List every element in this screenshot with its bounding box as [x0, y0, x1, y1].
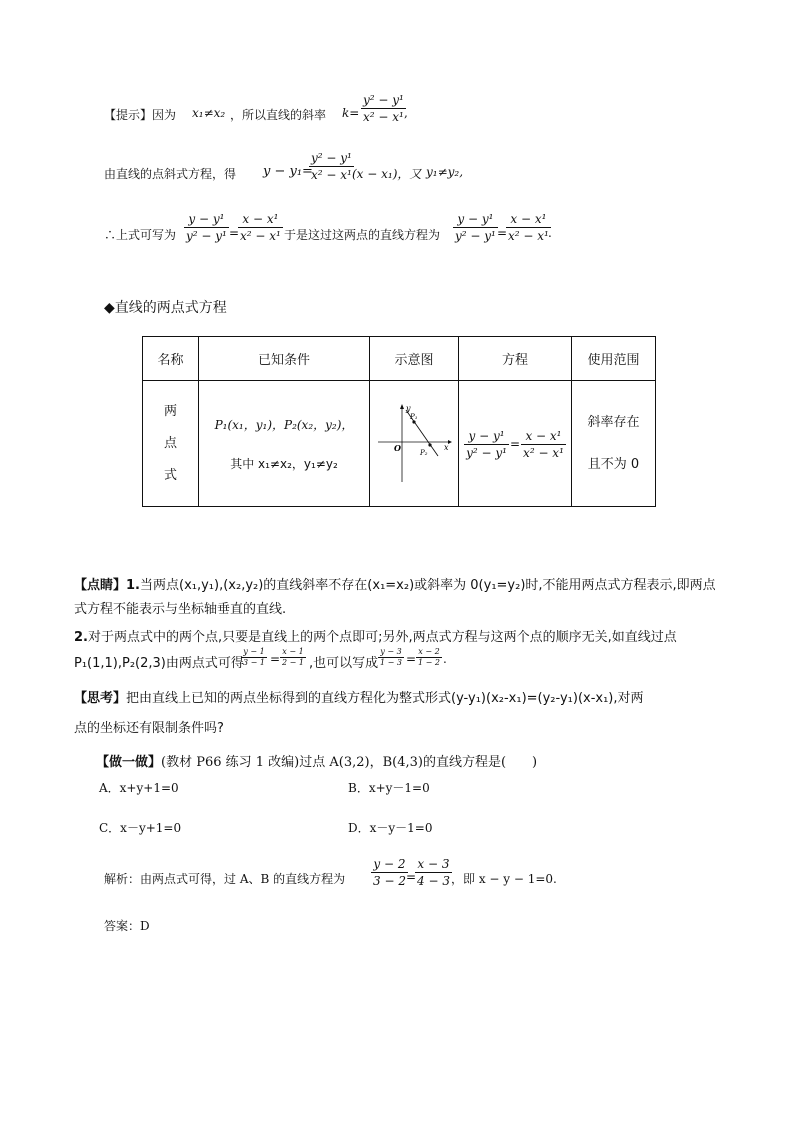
range-line-1: 斜率存在: [587, 414, 640, 430]
period: .: [443, 652, 447, 666]
range-line-2: 且不为 0: [587, 456, 640, 472]
remark-fraction-1: [241, 648, 267, 667]
remark-fraction-2: [280, 648, 306, 667]
equals-sign: =: [497, 226, 508, 240]
y-axis-arrow-icon: [400, 404, 404, 409]
exercise-stem: [96, 751, 537, 770]
solution-prefix: 解析：由两点式可得，过 A、B 的直线方程为: [104, 872, 346, 886]
line-diagram: [376, 404, 452, 484]
fraction-numerator: y − y¹: [468, 428, 505, 443]
option-a: A．x+y+1=0: [99, 781, 179, 795]
equation-fraction-1: [464, 430, 509, 459]
equals-sign: =: [270, 652, 281, 666]
table-header-cell: 示意图: [370, 337, 459, 381]
fraction-numerator: y − y¹: [188, 212, 225, 226]
table-cell-diagram: [370, 381, 459, 507]
p1-label: P₁: [410, 412, 418, 421]
fraction-numerator: x − 3: [417, 857, 450, 871]
hint-slope-fraction: [361, 94, 406, 123]
option-b: B．x+y－1=0: [348, 781, 430, 795]
fraction-numerator: x − x¹: [510, 212, 547, 226]
point-p2: [428, 443, 431, 446]
fraction-denominator: 1 − 3: [380, 658, 402, 667]
table-cell-equation: [459, 381, 572, 507]
fraction-numerator: y − 1: [243, 647, 265, 656]
condition-line-2: 其中 x₁≠x₂，y₁≠y₂: [230, 456, 338, 471]
option-c: C．x－y+1=0: [99, 821, 182, 835]
hint-comma: ,: [404, 106, 408, 120]
table-header-cell: 使用范围: [572, 337, 656, 381]
equals-sign: =: [229, 226, 240, 240]
fraction-numerator: x − 2: [418, 647, 440, 656]
table-header-cell: 方程: [459, 337, 572, 381]
table-header-row: [143, 337, 656, 381]
fraction-numerator: y − 2: [373, 857, 406, 871]
solution-fraction-1: [371, 858, 408, 887]
fraction-denominator: 2 − 1: [282, 658, 304, 667]
hint-line2-prefix: 由直线的点斜式方程，得: [104, 167, 237, 181]
equals-sign: =: [406, 870, 417, 884]
think-text: 把由直线上已知的两点坐标得到的直线方程化为整式形式(y-y₁)(x₂-x₁)=(y₂-y₁)(x-x₁),对两: [126, 691, 644, 706]
hint-line2-lhs: y − y₁=: [263, 164, 313, 179]
condition-line-1: P₁(x₁，y₁)，P₂(x₂，y₂)，: [214, 417, 354, 432]
equation-fraction-2: [521, 430, 566, 459]
fraction-denominator: x² − x¹: [240, 229, 281, 243]
hint-line3-mid: 于是这过这两点的直线方程为: [284, 228, 441, 242]
hint-prefix: 【提示】因为: [104, 108, 177, 122]
fraction-numerator: y − 3: [380, 647, 402, 656]
fraction-denominator: 3 − 1: [243, 658, 265, 667]
remark-fraction-3: [378, 648, 404, 667]
name-char: 式: [163, 467, 177, 483]
period: .: [548, 226, 552, 240]
option-d: D．x－y－1=0: [348, 821, 433, 835]
think-line-1: [74, 687, 644, 706]
fraction-denominator: x² − x¹: [363, 110, 404, 124]
table-header-cell: 名称: [143, 337, 199, 381]
remark-line2-mid: ,也可以写成: [309, 656, 379, 671]
section-title: ◆直线的两点式方程: [104, 300, 227, 316]
hint-line3-prefix: ∴上式可写为: [104, 228, 177, 242]
name-char: 点: [163, 435, 177, 451]
remark-para-2-line-1: [74, 626, 677, 645]
fraction-denominator: y² − y¹: [455, 229, 496, 243]
remark-text: 对于两点式中的两个点,只要是直线上的两个点即可;另外,两点式方程与这两个点的顺序无关,如直线过点: [87, 630, 677, 645]
hint-condition: x₁≠x₂: [192, 106, 226, 120]
fraction-denominator: 4 − 3: [417, 874, 450, 888]
equals-sign: =: [509, 437, 521, 451]
y-label: y: [406, 403, 411, 413]
fraction-denominator: 1 − 2: [418, 658, 440, 667]
table-cell-range: [572, 381, 656, 507]
two-point-form-table: [142, 336, 656, 507]
hint-line3-fraction-2: [238, 213, 283, 242]
table-cell-condition: [199, 381, 370, 507]
hint-line3-fraction-4: [506, 213, 551, 242]
remark-number: 1.: [126, 578, 140, 593]
fraction-denominator: 3 − 2: [373, 874, 406, 888]
solution-end: ，即 x − y − 1=0.: [451, 872, 557, 886]
solution-fraction-2: [415, 858, 452, 887]
think-tag: 【思考】: [74, 691, 127, 706]
fraction-denominator: x² − x¹: [508, 229, 549, 243]
fraction-numerator: x − 1: [282, 647, 304, 656]
remark-number: 2.: [74, 630, 88, 645]
hint-line3-fraction-1: [184, 213, 229, 242]
equals-sign: =: [406, 652, 417, 666]
hint-line3-fraction-3: [453, 213, 498, 242]
fraction-denominator: x² − x¹: [311, 168, 352, 182]
fraction-denominator: y² − y¹: [186, 229, 227, 243]
hint-line2-fraction: [309, 152, 354, 181]
remark-para-1-line-1: [74, 574, 716, 593]
fraction-denominator: y² − y¹: [466, 445, 507, 460]
remark-tag: 【点睛】: [74, 578, 127, 593]
hint-k: k=: [342, 106, 360, 120]
fraction-numerator: y² − y¹: [363, 93, 404, 107]
remark-text: 当两点(x₁,y₁),(x₂,y₂)的直线斜率不存在(x₁=x₂)或斜率为 0(y₁=y₂)时,不能用两点式方程表示,即两点: [140, 578, 716, 593]
remark-fraction-4: [416, 648, 442, 667]
x-label: x: [444, 442, 449, 452]
exercise-question: (教材 P66 练习 1 改编)过点 A(3,2)，B(4,3)的直线方程是( ): [161, 755, 538, 770]
fraction-numerator: y − y¹: [457, 212, 494, 226]
fraction-numerator: x − x¹: [242, 212, 279, 226]
fraction-denominator: x² − x¹: [523, 445, 564, 460]
answer: 答案：D: [104, 919, 150, 933]
x-axis-arrow-icon: [448, 440, 452, 444]
table-cell-name: [143, 381, 199, 507]
remark-line2-prefix: P₁(1,1),P₂(2,3)由两点式可得: [74, 656, 244, 671]
hint-line2-end: y₁≠y₂,: [426, 165, 464, 179]
exercise-tag: 【做一做】: [96, 755, 162, 770]
fraction-numerator: x − x¹: [525, 428, 562, 443]
hint-line2-rhs: (x − x₁)，又: [352, 167, 422, 181]
fraction-numerator: y² − y¹: [311, 151, 352, 165]
p2-label: P₂: [420, 448, 428, 457]
name-char: 两: [163, 403, 177, 419]
table-row: [143, 381, 656, 507]
origin-label: O: [394, 442, 401, 453]
table-header-cell: 已知条件: [199, 337, 370, 381]
remark-para-1-line-2: 式方程不能表示与坐标轴垂直的直线.: [74, 602, 287, 617]
hint-mid-text: ，所以直线的斜率: [230, 108, 327, 122]
think-line-2: 点的坐标还有限制条件吗?: [74, 721, 224, 736]
